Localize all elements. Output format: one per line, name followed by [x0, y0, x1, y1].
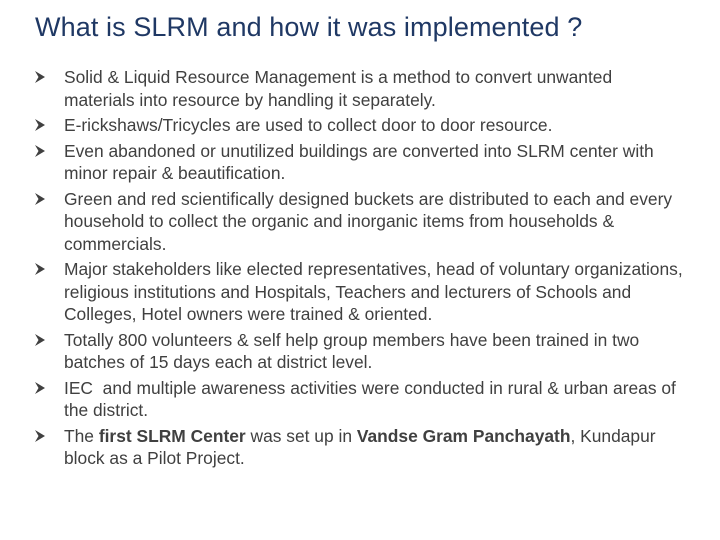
bullet-item: [35, 329, 685, 374]
bullet-text: Even abandoned or unutilized buildings are converted into SLRM center with minor repair & beautification.: [64, 140, 654, 183]
bullet-text: [64, 426, 660, 469]
arrowhead-bullet-icon: [35, 140, 49, 163]
bullet-text: Totally 800 volunteers & self help group members have been trained in two batches of 15 days each at district level.: [64, 329, 640, 372]
arrowhead-bullet-icon: [35, 66, 49, 89]
bullet-text: IEC and multiple awareness activities were conducted in rural & urban areas of the district.: [64, 377, 681, 420]
bullet-text: E-rickshaws/Tricycles are used to collect door to door resource.: [64, 115, 553, 135]
bullet-text-part: The: [64, 425, 99, 446]
arrowhead-bullet-icon: [35, 258, 49, 281]
bullet-text: Major stakeholders like elected representatives, head of voluntary organizations, religious institutions and Hospitals, Teachers and lecturers of Schools and Colleges, Hotel owners were trained & oriented.: [64, 259, 683, 324]
bullet-item: [35, 140, 685, 185]
bullet-item: [35, 188, 685, 256]
bullet-item: [35, 66, 685, 111]
bullet-list: [35, 66, 685, 473]
arrowhead-bullet-icon: [35, 329, 49, 352]
slide-title: What is SLRM and how it was implemented ?: [35, 12, 583, 42]
arrowhead-bullet-icon: [35, 188, 49, 211]
arrowhead-bullet-icon: [35, 114, 49, 137]
bullet-text: Green and red scientifically designed buckets are distributed to each and every household to collect the organic and inorganic items from households & commercials.: [64, 188, 673, 254]
bullet-item: [35, 114, 685, 137]
vandse-gram-panchayath-highlight: Vandse Gram Panchayath: [356, 425, 571, 446]
arrowhead-bullet-icon: [35, 425, 49, 448]
bullet-item: [35, 258, 685, 326]
bullet-text-part: , Kundapur block as a Pilot Project.: [64, 425, 661, 468]
bullet-item: [35, 425, 685, 470]
bullet-text-part: was set up in: [245, 425, 357, 446]
arrowhead-bullet-icon: [35, 377, 49, 400]
bullet-text: Solid & Liquid Resource Management is a method to convert unwanted materials into resource by handling it separately.: [64, 67, 613, 110]
bullet-item: [35, 377, 685, 422]
first-slrm-center-highlight: first SLRM Center: [98, 425, 246, 446]
